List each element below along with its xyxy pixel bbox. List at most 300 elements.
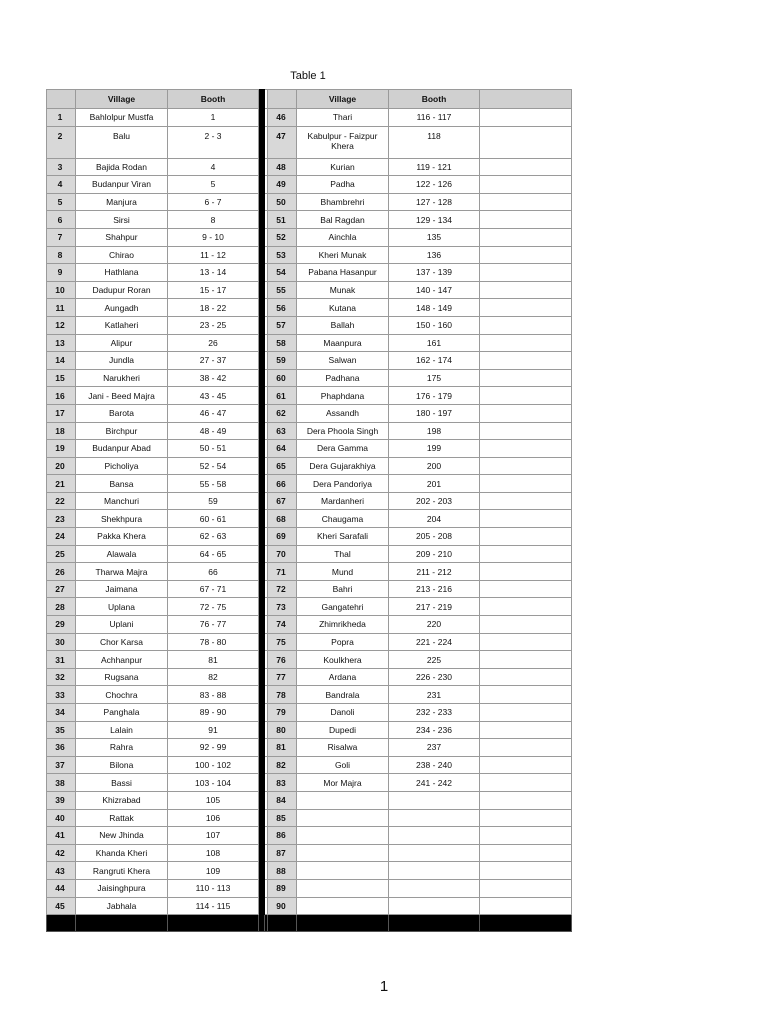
extra-cell <box>480 844 572 862</box>
booth-right: 180 - 197 <box>389 404 480 422</box>
extra-cell <box>480 475 572 493</box>
village-left: Manjura <box>76 193 168 211</box>
village-right: Bandrala <box>297 686 389 704</box>
extra-cell <box>480 281 572 299</box>
table-row <box>47 158 572 176</box>
table-row <box>47 633 572 651</box>
booth-right: 225 <box>389 651 480 669</box>
serial-right <box>268 668 297 686</box>
village-right: Zhimrikheda <box>297 616 389 634</box>
table-row <box>47 264 572 282</box>
booth-left: 23 - 25 <box>168 316 259 334</box>
booth-left: 9 - 10 <box>168 228 259 246</box>
village-left: Achhanpur <box>76 651 168 669</box>
serial-left-text: 29 <box>55 619 65 630</box>
village-right <box>297 879 389 897</box>
extra-cell <box>480 528 572 546</box>
village-left: Alipur <box>76 334 168 352</box>
village-left: Jani - Beed Majra <box>76 387 168 405</box>
serial-left <box>47 616 76 634</box>
serial-right <box>268 158 297 176</box>
table-row <box>47 369 572 387</box>
village-right: Ardana <box>297 668 389 686</box>
village-left: Rangruti Khera <box>76 862 168 880</box>
booth-left: 26 <box>168 334 259 352</box>
booth-left: 109 <box>168 862 259 880</box>
serial-right-text: 82 <box>276 760 286 771</box>
serial-right-text: 53 <box>276 249 286 260</box>
village-left: Jabhala <box>76 897 168 915</box>
booth-right: 209 - 210 <box>389 545 480 563</box>
serial-right <box>268 352 297 370</box>
village-right: Thal <box>297 545 389 563</box>
table-row <box>47 387 572 405</box>
serial-left <box>47 563 76 581</box>
village-left: Budanpur Abad <box>76 440 168 458</box>
serial-left <box>47 633 76 651</box>
serial-left <box>47 193 76 211</box>
village-right <box>297 897 389 915</box>
extra-cell <box>480 334 572 352</box>
serial-left-text: 21 <box>55 478 65 489</box>
extra-cell <box>480 440 572 458</box>
village-right: Goli <box>297 756 389 774</box>
village-right: Dera Gujarakhiya <box>297 457 389 475</box>
booth-right: 118 <box>389 126 480 158</box>
serial-right <box>268 862 297 880</box>
serial-left-text: 5 <box>57 197 63 208</box>
booth-left: 46 - 47 <box>168 404 259 422</box>
serial-right-text: 66 <box>276 478 286 489</box>
booth-right: 127 - 128 <box>389 193 480 211</box>
serial-left-text: 27 <box>55 584 65 595</box>
village-right: Koulkhera <box>297 651 389 669</box>
serial-right <box>268 580 297 598</box>
serial-left-text: 37 <box>55 760 65 771</box>
extra-cell <box>480 739 572 757</box>
serial-right <box>268 844 297 862</box>
extra-cell <box>480 827 572 845</box>
serial-right-text: 86 <box>276 830 286 841</box>
footer-cell <box>480 915 572 932</box>
booth-left: 89 - 90 <box>168 704 259 722</box>
serial-left-text: 15 <box>55 373 65 384</box>
serial-left <box>47 739 76 757</box>
booth-right: 200 <box>389 457 480 475</box>
extra-cell <box>480 228 572 246</box>
village-left: Katlaheri <box>76 316 168 334</box>
serial-left <box>47 879 76 897</box>
village-right <box>297 862 389 880</box>
booth-right: 201 <box>389 475 480 493</box>
extra-cell <box>480 492 572 510</box>
serial-right <box>268 404 297 422</box>
booth-left: 81 <box>168 651 259 669</box>
booth-right <box>389 827 480 845</box>
serial-right-text: 81 <box>276 742 286 753</box>
serial-left-text: 28 <box>55 601 65 612</box>
serial-left <box>47 844 76 862</box>
table-row <box>47 440 572 458</box>
extra-cell <box>480 862 572 880</box>
serial-right <box>268 246 297 264</box>
table-row <box>47 246 572 264</box>
village-right: Chaugama <box>297 510 389 528</box>
booth-left: 114 - 115 <box>168 897 259 915</box>
booth-left: 5 <box>168 176 259 194</box>
serial-left <box>47 774 76 792</box>
booth-left: 52 - 54 <box>168 457 259 475</box>
booth-left: 27 - 37 <box>168 352 259 370</box>
table-row <box>47 668 572 686</box>
extra-cell <box>480 457 572 475</box>
table-row <box>47 316 572 334</box>
table-row <box>47 580 572 598</box>
serial-right <box>268 686 297 704</box>
table-row <box>47 897 572 915</box>
table-row <box>47 510 572 528</box>
village-right: Gangatehri <box>297 598 389 616</box>
extra-cell <box>480 774 572 792</box>
serial-left <box>47 510 76 528</box>
serial-left-text: 16 <box>55 390 65 401</box>
serial-right <box>268 510 297 528</box>
extra-cell <box>480 109 572 127</box>
booth-left: 92 - 99 <box>168 739 259 757</box>
serial-right <box>268 651 297 669</box>
table-row <box>47 422 572 440</box>
serial-left <box>47 281 76 299</box>
village-right: Dera Phoola Singh <box>297 422 389 440</box>
serial-right <box>268 809 297 827</box>
serial-left-text: 33 <box>55 689 65 700</box>
extra-cell <box>480 264 572 282</box>
serial-left-text: 14 <box>55 355 65 366</box>
serial-left-text: 24 <box>55 531 65 542</box>
serial-right-text: 75 <box>276 636 286 647</box>
header-booth-left: Booth <box>168 90 259 109</box>
booth-left: 72 - 75 <box>168 598 259 616</box>
table-row <box>47 879 572 897</box>
serial-right-text: 55 <box>276 285 286 296</box>
village-left: Uplana <box>76 598 168 616</box>
table-row <box>47 352 572 370</box>
serial-left-text: 7 <box>57 232 63 243</box>
extra-cell <box>480 616 572 634</box>
booth-left: 38 - 42 <box>168 369 259 387</box>
serial-left <box>47 475 76 493</box>
village-right: Kurian <box>297 158 389 176</box>
booth-left: 103 - 104 <box>168 774 259 792</box>
village-left: Chor Karsa <box>76 633 168 651</box>
village-left: Jaimana <box>76 580 168 598</box>
booth-right: 162 - 174 <box>389 352 480 370</box>
serial-right-text: 50 <box>276 197 286 208</box>
booth-right <box>389 791 480 809</box>
booth-left: 76 - 77 <box>168 616 259 634</box>
extra-cell <box>480 369 572 387</box>
serial-left-text: 11 <box>55 302 65 313</box>
serial-left <box>47 704 76 722</box>
serial-left-text: 40 <box>55 812 65 823</box>
booth-left: 1 <box>168 109 259 127</box>
serial-right-text: 85 <box>276 812 286 823</box>
booth-left: 83 - 88 <box>168 686 259 704</box>
booth-right: 211 - 212 <box>389 563 480 581</box>
serial-right-text: 87 <box>276 848 286 859</box>
extra-cell <box>480 387 572 405</box>
serial-right-text: 49 <box>276 179 286 190</box>
booth-right: 176 - 179 <box>389 387 480 405</box>
village-right: Bal Ragdan <box>297 211 389 229</box>
serial-left <box>47 897 76 915</box>
village-right: Assandh <box>297 404 389 422</box>
village-right: Ainchla <box>297 228 389 246</box>
header-extra <box>480 90 572 109</box>
serial-right-text: 71 <box>276 566 286 577</box>
serial-right <box>268 334 297 352</box>
serial-right-text: 83 <box>276 777 286 788</box>
serial-right <box>268 563 297 581</box>
booth-right <box>389 862 480 880</box>
booth-left: 105 <box>168 791 259 809</box>
serial-left-text: 8 <box>57 249 63 260</box>
serial-left <box>47 686 76 704</box>
table-row <box>47 176 572 194</box>
serial-right-text: 80 <box>276 724 286 735</box>
table-row <box>47 563 572 581</box>
serial-left <box>47 158 76 176</box>
village-right: Bahri <box>297 580 389 598</box>
serial-right <box>268 457 297 475</box>
village-right <box>297 844 389 862</box>
village-left: Jundla <box>76 352 168 370</box>
village-left: Uplani <box>76 616 168 634</box>
table-row <box>47 704 572 722</box>
booth-left: 18 - 22 <box>168 299 259 317</box>
serial-right <box>268 316 297 334</box>
booth-left: 15 - 17 <box>168 281 259 299</box>
booth-left: 106 <box>168 809 259 827</box>
extra-cell <box>480 598 572 616</box>
booth-left: 6 - 7 <box>168 193 259 211</box>
extra-cell <box>480 580 572 598</box>
village-left: Chirao <box>76 246 168 264</box>
serial-left-text: 13 <box>55 337 65 348</box>
extra-cell <box>480 211 572 229</box>
serial-left <box>47 457 76 475</box>
booth-left: 55 - 58 <box>168 475 259 493</box>
booth-right: 232 - 233 <box>389 704 480 722</box>
booth-left: 60 - 61 <box>168 510 259 528</box>
serial-right-text: 73 <box>276 601 286 612</box>
serial-left <box>47 246 76 264</box>
serial-right <box>268 422 297 440</box>
serial-right-text: 84 <box>276 795 286 806</box>
serial-right-text: 51 <box>276 214 286 225</box>
booth-right: 161 <box>389 334 480 352</box>
extra-cell <box>480 809 572 827</box>
serial-left-text: 34 <box>55 707 65 718</box>
serial-left-text: 1 <box>57 112 63 123</box>
table-row <box>47 598 572 616</box>
serial-left-text: 10 <box>55 285 65 296</box>
village-left: Bansa <box>76 475 168 493</box>
serial-left-text: 6 <box>57 214 63 225</box>
village-booth-table <box>46 89 572 932</box>
village-right: Risalwa <box>297 739 389 757</box>
extra-cell <box>480 756 572 774</box>
extra-cell <box>480 633 572 651</box>
serial-right <box>268 176 297 194</box>
table-row <box>47 739 572 757</box>
booth-left: 78 - 80 <box>168 633 259 651</box>
footer-cell <box>297 915 389 932</box>
extra-cell <box>480 299 572 317</box>
serial-left <box>47 721 76 739</box>
serial-left-text: 4 <box>57 179 63 190</box>
extra-cell <box>480 668 572 686</box>
village-right <box>297 809 389 827</box>
serial-right-text: 61 <box>276 390 286 401</box>
serial-left <box>47 545 76 563</box>
village-right: Pabana Hasanpur <box>297 264 389 282</box>
village-left: Picholiya <box>76 457 168 475</box>
footer-cell <box>47 915 76 932</box>
village-right: Salwan <box>297 352 389 370</box>
booth-left: 2 - 3 <box>168 126 259 158</box>
table-row <box>47 774 572 792</box>
village-right: Thari <box>297 109 389 127</box>
village-left: Rattak <box>76 809 168 827</box>
table-footer-row <box>47 915 572 932</box>
serial-left <box>47 126 76 158</box>
village-left: Panghala <box>76 704 168 722</box>
table-row <box>47 126 572 158</box>
table-row <box>47 492 572 510</box>
village-left: Alawala <box>76 545 168 563</box>
serial-right-text: 63 <box>276 425 286 436</box>
serial-right <box>268 739 297 757</box>
booth-right: 226 - 230 <box>389 668 480 686</box>
village-right: Kheri Munak <box>297 246 389 264</box>
serial-right <box>268 879 297 897</box>
booth-right: 140 - 147 <box>389 281 480 299</box>
village-right: Padha <box>297 176 389 194</box>
extra-cell <box>480 704 572 722</box>
booth-left: 8 <box>168 211 259 229</box>
serial-left <box>47 528 76 546</box>
village-right: Mardanheri <box>297 492 389 510</box>
table-row <box>47 281 572 299</box>
serial-left-text: 26 <box>55 566 65 577</box>
serial-left-text: 23 <box>55 513 65 524</box>
booth-right: 135 <box>389 228 480 246</box>
booth-left: 4 <box>168 158 259 176</box>
booth-right: 213 - 216 <box>389 580 480 598</box>
booth-left: 110 - 113 <box>168 879 259 897</box>
village-right: Padhana <box>297 369 389 387</box>
serial-left-text: 31 <box>55 654 65 665</box>
serial-left <box>47 598 76 616</box>
serial-left-text: 42 <box>55 848 65 859</box>
serial-right-text: 60 <box>276 373 286 384</box>
village-right <box>297 827 389 845</box>
booth-right: 199 <box>389 440 480 458</box>
serial-right <box>268 827 297 845</box>
table-header-row <box>47 90 572 109</box>
serial-left-text: 22 <box>55 496 65 507</box>
village-left: Khizrabad <box>76 791 168 809</box>
serial-right-text: 52 <box>276 232 286 243</box>
village-left: Balu <box>76 126 168 158</box>
extra-cell <box>480 158 572 176</box>
booth-right <box>389 879 480 897</box>
serial-left <box>47 809 76 827</box>
serial-left <box>47 387 76 405</box>
village-right: Ballah <box>297 316 389 334</box>
village-left: Shahpur <box>76 228 168 246</box>
serial-left-text: 38 <box>55 777 65 788</box>
table-row <box>47 109 572 127</box>
serial-left <box>47 109 76 127</box>
table-row <box>47 809 572 827</box>
table-row <box>47 228 572 246</box>
extra-cell <box>480 791 572 809</box>
booth-right: 237 <box>389 739 480 757</box>
extra-cell <box>480 563 572 581</box>
village-left: Hathlana <box>76 264 168 282</box>
booth-right: 148 - 149 <box>389 299 480 317</box>
serial-left-text: 18 <box>55 425 65 436</box>
footer-cell <box>76 915 168 932</box>
serial-right <box>268 528 297 546</box>
serial-left <box>47 334 76 352</box>
table-row <box>47 791 572 809</box>
booth-left: 59 <box>168 492 259 510</box>
booth-right <box>389 897 480 915</box>
serial-right <box>268 633 297 651</box>
serial-left <box>47 176 76 194</box>
table-row <box>47 721 572 739</box>
page-number: 1 <box>379 978 389 995</box>
serial-left <box>47 422 76 440</box>
footer-cell <box>168 915 259 932</box>
serial-right-text: 54 <box>276 267 286 278</box>
booth-right: 234 - 236 <box>389 721 480 739</box>
village-right: Dera Gamma <box>297 440 389 458</box>
village-left: Bahlolpur Mustfa <box>76 109 168 127</box>
serial-left-text: 45 <box>55 900 65 911</box>
serial-right-text: 76 <box>276 654 286 665</box>
serial-right-text: 89 <box>276 883 286 894</box>
serial-right <box>268 598 297 616</box>
serial-right <box>268 193 297 211</box>
village-left: Bilona <box>76 756 168 774</box>
village-right: Mor Majra <box>297 774 389 792</box>
serial-right-text: 68 <box>276 513 286 524</box>
serial-right <box>268 228 297 246</box>
village-left: Lalain <box>76 721 168 739</box>
serial-right-text: 57 <box>276 320 286 331</box>
serial-left-text: 3 <box>57 161 63 172</box>
table-row <box>47 404 572 422</box>
serial-right-text: 58 <box>276 337 286 348</box>
village-left: Jaisinghpura <box>76 879 168 897</box>
extra-cell <box>480 126 572 158</box>
serial-right <box>268 299 297 317</box>
table-row <box>47 651 572 669</box>
